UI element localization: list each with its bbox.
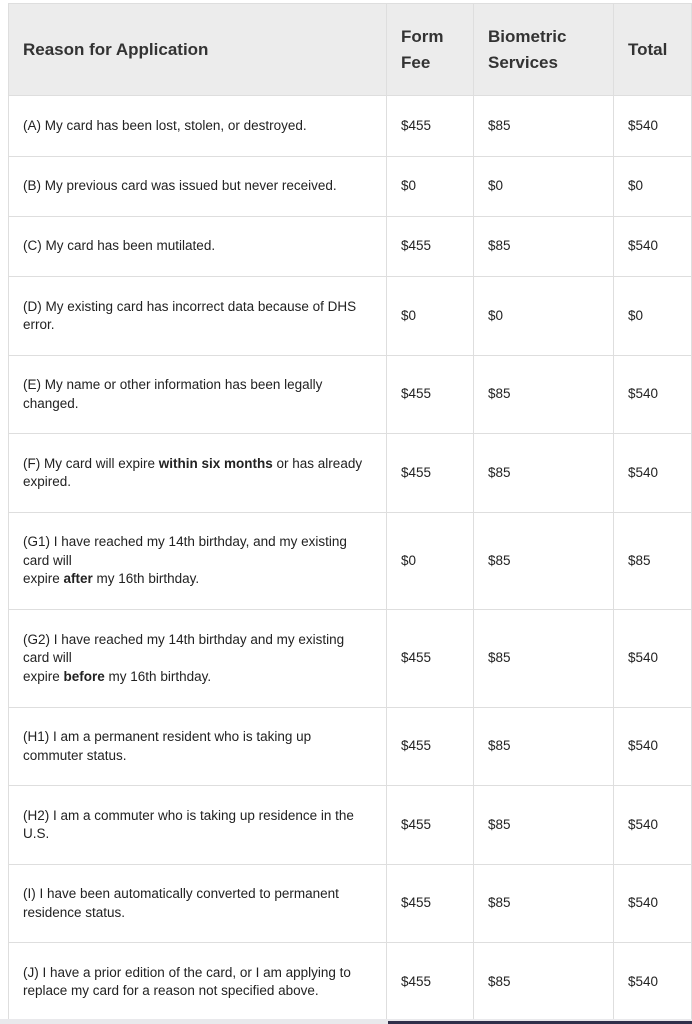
table-row	[9, 356, 692, 434]
header-biometric-line2: Services	[488, 52, 558, 72]
reason-text: (G2) I have reached my 14th birthday and my existing card will	[23, 631, 345, 666]
table-row	[9, 96, 692, 157]
reason-text-bold: before	[63, 668, 105, 684]
reason-text: (B) My previous card was issued but never received.	[23, 178, 337, 194]
table-row	[9, 434, 692, 513]
reason-cell	[9, 610, 387, 708]
fee-table	[8, 3, 692, 1022]
reason-text: (C) My card has been mutilated.	[23, 238, 216, 254]
header-form-fee	[387, 4, 474, 96]
form-fee-cell: $455	[387, 708, 474, 786]
reason-text: (H2) I am a commuter who is taking up residence in the U.S.	[23, 807, 354, 841]
reason-text: (H1) I am a permanent resident who is taking up commuter status.	[23, 729, 312, 763]
bottom-divider	[0, 1019, 692, 1024]
total-fee-cell: $540	[614, 786, 692, 865]
total-fee-cell: $540	[614, 356, 692, 434]
biometric-fee-cell: $85	[474, 434, 614, 513]
header-total: Total	[614, 4, 692, 96]
total-fee-cell: $540	[614, 708, 692, 786]
reason-text: (A) My card has been lost, stolen, or destroyed.	[23, 117, 307, 133]
reason-text: (I) I have been automatically converted to permanent residence status.	[23, 886, 339, 920]
reason-text-bold: within six months	[158, 455, 273, 471]
header-reason: Reason for Application	[9, 4, 387, 96]
biometric-fee-cell: $0	[474, 157, 614, 217]
reason-cell	[9, 157, 387, 217]
form-fee-cell: $455	[387, 217, 474, 277]
table-row	[9, 157, 692, 217]
reason-text: my 16th birthday.	[92, 571, 200, 587]
reason-text: (F) My card will expire	[23, 455, 159, 471]
reason-cell	[9, 356, 387, 434]
reason-cell	[9, 865, 387, 943]
table-row	[9, 865, 692, 943]
reason-cell	[9, 513, 387, 610]
reason-cell	[9, 96, 387, 157]
form-fee-cell: $455	[387, 943, 474, 1022]
reason-text: (J) I have a prior edition of the card, or I am applying to replace my card for a reason not specified above.	[23, 964, 351, 998]
biometric-fee-cell: $85	[474, 786, 614, 865]
reason-cell	[9, 943, 387, 1022]
table-row	[9, 217, 692, 277]
biometric-fee-cell: $0	[474, 277, 614, 356]
total-fee-cell: $540	[614, 434, 692, 513]
reason-cell	[9, 217, 387, 277]
form-fee-cell: $0	[387, 157, 474, 217]
table-header-row	[9, 4, 692, 96]
total-fee-cell: $540	[614, 865, 692, 943]
fee-table-body	[9, 96, 692, 1022]
reason-text: expire	[23, 668, 64, 684]
table-row	[9, 277, 692, 356]
table-row	[9, 610, 692, 708]
total-fee-cell: $0	[614, 157, 692, 217]
header-biometric-line1: Biometric	[488, 26, 567, 46]
total-fee-cell: $540	[614, 610, 692, 708]
biometric-fee-cell: $85	[474, 513, 614, 610]
biometric-fee-cell: $85	[474, 356, 614, 434]
reason-text-bold: after	[63, 571, 93, 587]
form-fee-cell: $455	[387, 356, 474, 434]
total-fee-cell: $0	[614, 277, 692, 356]
form-fee-cell: $0	[387, 513, 474, 610]
biometric-fee-cell: $85	[474, 708, 614, 786]
reason-cell	[9, 708, 387, 786]
table-row	[9, 513, 692, 610]
reason-text: my 16th birthday.	[104, 668, 212, 684]
reason-cell	[9, 786, 387, 865]
biometric-fee-cell: $85	[474, 865, 614, 943]
table-row	[9, 943, 692, 1022]
table-row	[9, 708, 692, 786]
form-fee-cell: $455	[387, 865, 474, 943]
form-fee-cell: $0	[387, 277, 474, 356]
total-fee-cell: $540	[614, 943, 692, 1022]
header-form-fee-line1: Form	[401, 26, 444, 46]
biometric-fee-cell: $85	[474, 217, 614, 277]
reason-text: expire	[23, 571, 64, 587]
biometric-fee-cell: $85	[474, 96, 614, 157]
reason-cell	[9, 277, 387, 356]
total-fee-cell: $540	[614, 217, 692, 277]
header-biometric	[474, 4, 614, 96]
form-fee-cell: $455	[387, 786, 474, 865]
form-fee-cell: $455	[387, 96, 474, 157]
total-fee-cell: $85	[614, 513, 692, 610]
header-form-fee-line2: Fee	[401, 52, 431, 72]
table-row	[9, 786, 692, 865]
biometric-fee-cell: $85	[474, 610, 614, 708]
reason-text: (D) My existing card has incorrect data because of DHS error.	[23, 298, 357, 332]
total-fee-cell: $540	[614, 96, 692, 157]
reason-text: or has already expired.	[23, 455, 363, 489]
form-fee-cell: $455	[387, 610, 474, 708]
reason-text: (G1) I have reached my 14th birthday, and my existing card will	[23, 534, 347, 568]
form-fee-cell: $455	[387, 434, 474, 513]
biometric-fee-cell: $85	[474, 943, 614, 1022]
reason-cell	[9, 434, 387, 513]
reason-text: (E) My name or other information has been legally changed.	[23, 377, 323, 411]
